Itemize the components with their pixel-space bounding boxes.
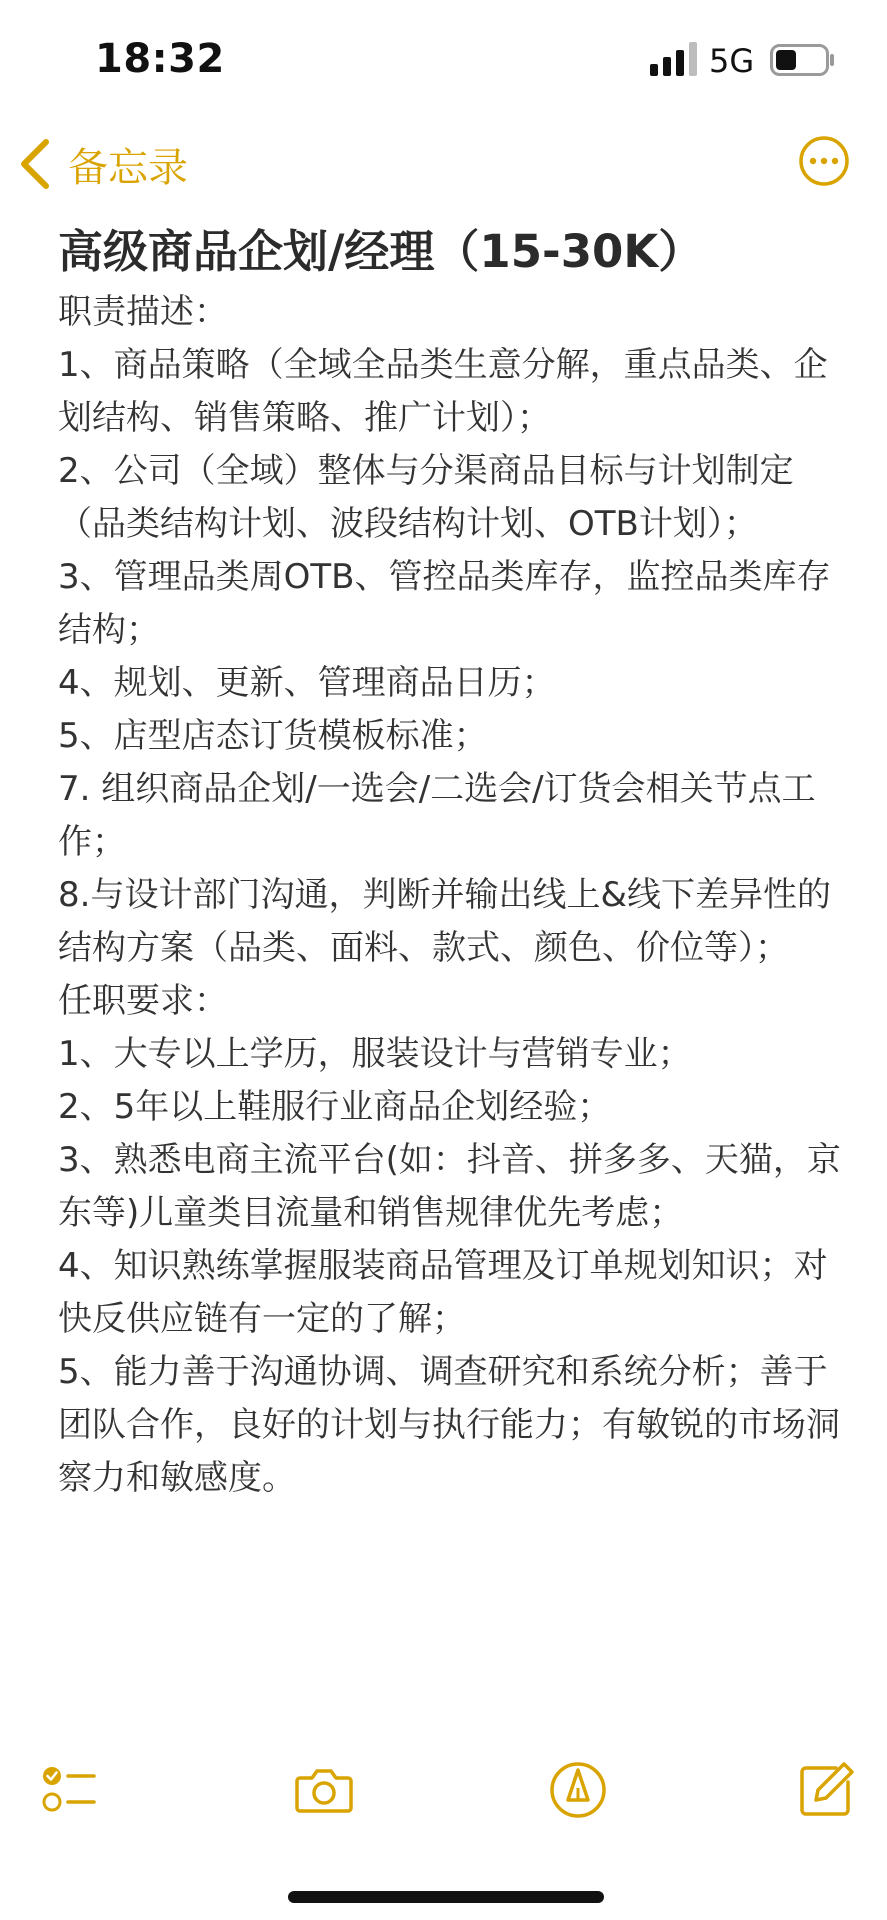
note-line: 任职要求： (58, 981, 228, 1021)
note-line: 4、规划、更新、管理商品日历； (58, 663, 556, 703)
compose-icon[interactable] (796, 1760, 856, 1820)
status-time: 18:32 (95, 36, 225, 82)
status-bar (0, 0, 887, 120)
bottom-toolbar (0, 1760, 887, 1840)
markup-pen-icon[interactable] (548, 1760, 608, 1820)
note-line: 3、熟悉电商主流平台(如：抖音、拼多多、天猫，京东等)儿童类目流量和销售规律优先考虑； (58, 1140, 841, 1233)
cellular-signal-icon (650, 42, 698, 76)
note-line: 职责描述： (58, 292, 228, 332)
checklist-icon[interactable] (40, 1760, 100, 1820)
note-title: 高级商品企划/经理（15-30K） (58, 225, 704, 278)
more-options-icon[interactable] (798, 135, 850, 187)
note-line: 8.与设计部门沟通，判断并输出线上&线下差异性的结构方案（品类、面料、款式、颜色、价位等）； (58, 875, 831, 968)
home-indicator[interactable] (288, 1891, 604, 1903)
note-line: 1、大专以上学历，服装设计与营销专业； (58, 1034, 692, 1074)
note-line: 5、能力善于沟通协调、调查研究和系统分析；善于团队合作，良好的计划与执行能力；有敏锐的市场洞察力和敏感度。 (58, 1352, 840, 1498)
note-line: 1、商品策略（全域全品类生意分解，重点品类、企划结构、销售策略、推广计划）； (58, 345, 828, 438)
note-line: 2、公司（全域）整体与分渠商品目标与计划制定（品类结构计划、波段结构计划、OTB计划）； (58, 451, 794, 544)
nav-bar (0, 120, 887, 200)
battery-icon (770, 44, 836, 76)
note-line: 2、5年以上鞋服行业商品企划经验； (58, 1087, 612, 1127)
back-label: 备忘录 (68, 144, 188, 191)
back-button[interactable] (18, 134, 188, 194)
note-line: 3、管理品类周OTB、管控品类库存，监控品类库存结构； (58, 557, 831, 650)
network-type: 5G (709, 42, 755, 80)
note-line: 7. 组织商品企划/一选会/二选会/订货会相关节点工作； (58, 769, 816, 862)
chevron-left-icon (18, 138, 52, 190)
note-body[interactable] (58, 220, 848, 1505)
camera-icon[interactable] (294, 1760, 354, 1820)
note-line: 5、店型店态订货模板标准； (58, 716, 488, 756)
note-line: 4、知识熟练掌握服装商品管理及订单规划知识；对快反供应链有一定的了解； (58, 1246, 828, 1339)
